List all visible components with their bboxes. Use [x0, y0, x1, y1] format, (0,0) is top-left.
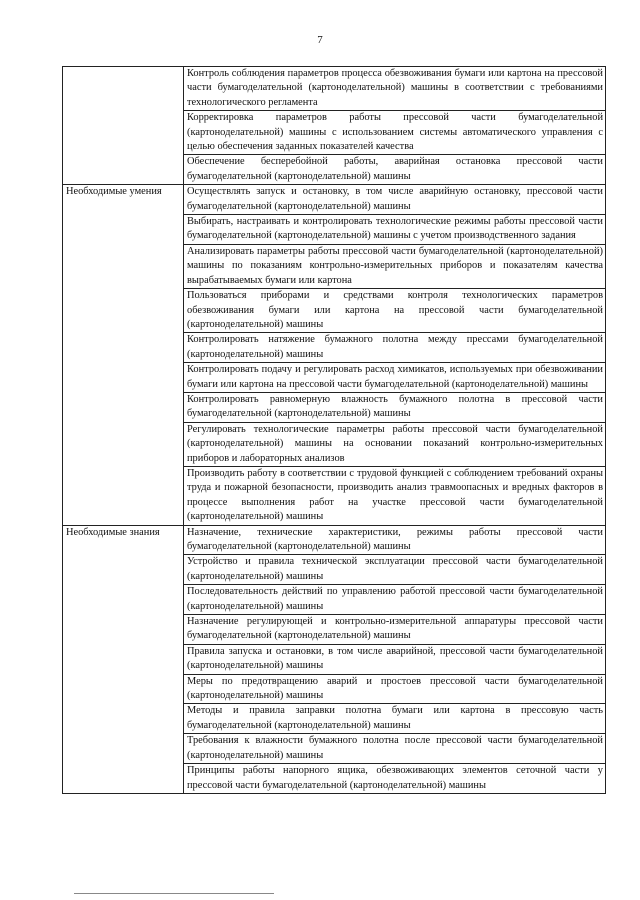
- requirement-text: Меры по предотвращению аварий и простоев прессовой части бумагоделательной (картоноделательной) машины: [184, 674, 606, 704]
- table-row: [63, 525, 606, 555]
- scan-edge-line: [74, 893, 274, 894]
- requirement-text: Регулировать технологические параметры работы прессовой части бумагоделательной (картоноделательной) машины на основании показаний контрольно-измерительных приборов и лабораторных анализов: [184, 422, 606, 466]
- table-row: [63, 185, 606, 215]
- requirement-text: Требования к влажности бумажного полотна после прессовой части бумагоделательной (картоноделательной) машины: [184, 734, 606, 764]
- section-label: Необходимые знания: [63, 525, 184, 793]
- section-label: Необходимые умения: [63, 185, 184, 525]
- requirement-text: Назначение, технические характеристики, режимы работы прессовой части бумагоделательной (картоноделательной) машины: [184, 525, 606, 555]
- requirement-text: Контролировать равномерную влажность бумажного полотна в прессовой части бумагоделательной (картоноделательной) машины: [184, 392, 606, 422]
- requirement-text: Назначение регулирующей и контрольно-измерительной аппаратуры прессовой части бумагоделательной (картоноделательной) машины: [184, 615, 606, 645]
- requirements-table-body: [63, 67, 606, 794]
- requirement-text: Контроль соблюдения параметров процесса обезвоживания бумаги или картона на прессовой части бумагоделательной (картоноделательной) машины в соответствии с требованиями технологического регламента: [184, 67, 606, 111]
- requirement-text: Последовательность действий по управлению работой прессовой части бумагоделательной (картоноделательной) машины: [184, 585, 606, 615]
- requirement-text: Пользоваться приборами и средствами контроля технологических параметров обезвоживания бумаги или картона на прессовой части бумагоделательной (картоноделательной) машины: [184, 289, 606, 333]
- table-row: [63, 67, 606, 111]
- requirement-text: Принципы работы напорного ящика, обезвоживающих элементов сеточной части у прессовой части бумагоделательной (картоноделательной) машины: [184, 764, 606, 794]
- requirement-text: Контролировать подачу и регулировать расход химикатов, используемых при обезвоживании бумаги или картона на прессовой части бумагоделательной (картоноделательной) машины: [184, 363, 606, 393]
- requirement-text: Устройство и правила технической эксплуатации прессовой части бумагоделательной (картоноделательной) машины: [184, 555, 606, 585]
- section-label: [63, 67, 184, 185]
- requirement-text: Анализировать параметры работы прессовой части бумагоделательной (картоноделательной) машины по показаниям контрольно-измерительных приборов и показателям качества вырабатываемых бумаги или картона: [184, 244, 606, 288]
- requirement-text: Производить работу в соответствии с трудовой функцией с соблюдением требований охраны труда и пожарной безопасности, производить анализ травмоопасных и вредных факторов в процессе выполнения работ на участке прессовой части бумагоделательной (картоноделательной) машины: [184, 466, 606, 525]
- requirement-text: Выбирать, настраивать и контролировать технологические режимы работы прессовой части бумагоделательной (картоноделательной) машины с учетом производственного задания: [184, 215, 606, 245]
- requirements-table: [62, 66, 606, 794]
- requirement-text: Обеспечение бесперебойной работы, аварийная остановка прессовой части бумагоделательной (картоноделательной) машины: [184, 155, 606, 185]
- requirement-text: Осуществлять запуск и остановку, в том числе аварийную остановку, прессовой части бумагоделательной (картоноделательной) машины: [184, 185, 606, 215]
- requirement-text: Правила запуска и остановки, в том числе аварийной, прессовой части бумагоделательной (картоноделательной) машины: [184, 644, 606, 674]
- requirement-text: Корректировка параметров работы прессовой части бумагоделательной (картоноделательной) машины с использованием системы автоматического управления с целью обеспечения заданных показателей качества: [184, 111, 606, 155]
- requirement-text: Контролировать натяжение бумажного полотна между прессами бумагоделательной (картоноделательной) машины: [184, 333, 606, 363]
- requirement-text: Методы и правила заправки полотна бумаги или картона в прессовую часть бумагоделательной (картоноделательной) машины: [184, 704, 606, 734]
- page-number: 7: [317, 34, 323, 46]
